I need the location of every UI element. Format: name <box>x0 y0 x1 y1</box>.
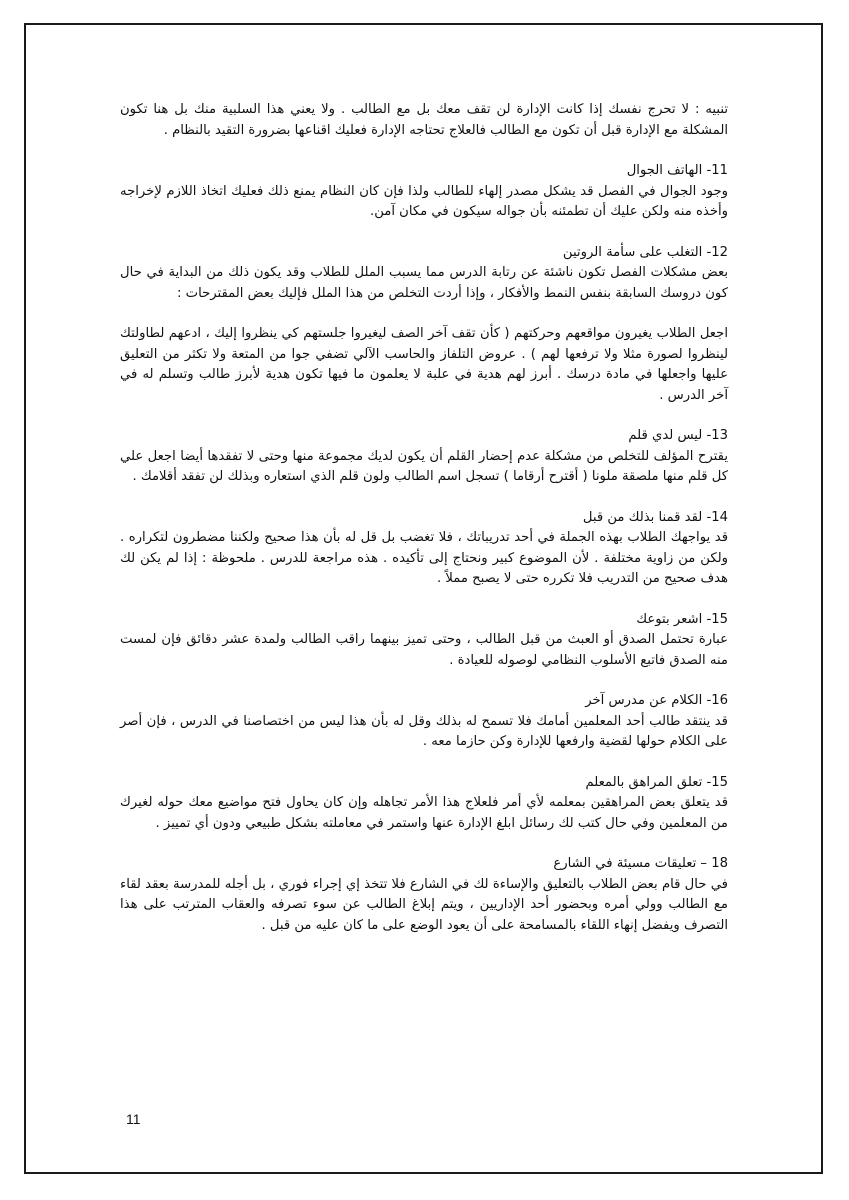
section-body: قد ينتقد طالب أحد المعلمين أمامك فلا تسمح له بذلك وقل له بأن هذا ليس من اختصاصنا في الدرس ، فإن أصر على الكلام حولها لقضية وارفعها للإدارة وكن حازما معه . <box>120 713 728 749</box>
section-11 <box>120 161 728 223</box>
section-heading: 14- لقد قمنا بذلك من قبل <box>582 509 728 525</box>
section-body: قد يواجهك الطلاب بهذه الجملة في أحد تدريباتك ، فلا تغضب بل قل له بأن هذا صحيح ولكننا مضطرون لتكراره . ولكن من زاوية مختلفة . لأن الموضوع كبير ونحتاج إلى تأكيده . هذه مراجعة للدرس . ملحوظة : إذا لم يكن لك هدف صحيح من التدريب فلا تكرره حتى لا يصبح مملاً . <box>120 530 728 586</box>
section-heading: 18 – تعليقات مسيئة في الشارع <box>553 856 728 871</box>
section-12 <box>120 243 728 305</box>
page-number: 11 <box>126 1111 141 1127</box>
section-14 <box>120 508 728 590</box>
section-heading: 15- تعلق المراهق بالمعلم <box>585 774 728 790</box>
section-15b <box>120 773 728 835</box>
document-body <box>120 100 728 956</box>
section-body: وجود الجوال في الفصل قد يشكل مصدر إلهاء للطالب ولذا فإن كان النظام يمنع ذلك فعليك اتخاذ اللازم لإخراجه وأخذه منه ولكن عليك أن تطمئنه بأن جواله سيكون في مكان آمن. <box>120 183 728 219</box>
section-body: اجعل الطلاب يغيرون مواقعهم وحركتهم ( كأن تقف آخر الصف ليغيروا جلستهم كي ينظروا إليك ، ادعهم لطاولتك لينظروا لصورة مثلا ولا ترفعها لهم ) . عروض التلفاز والحاسب الآلي تضفي جوا من المتعة ولا تكثر من التعليق عليها واجعلها في مادة درسك . أبرز لهم هدية في علبة لا يعلمون ما فيها تكون هدية لأبرز طالب وتسلم له في آخر الدرس . <box>120 326 728 403</box>
section-heading: 11- الهاتف الجوال <box>626 163 728 178</box>
section-body: عبارة تحتمل الصدق أو العبث من قبل الطالب ، وحتى تميز بينهما راقب الطالب ولمدة عشر دقائق فإن لمست منه الصدق فاتبع الأسلوب النظامي لوصوله للعيادة . <box>120 632 728 668</box>
section-body: يقترح المؤلف للتخلص من مشكلة عدم إحضار القلم أن يكون لديك مجموعة منها وحتى لا تفقدها أيضا اجعل علي كل قلم منها ملصقة ملونا ( أقترح أرقاما ) تسجل اسم الطالب ولون قلم الذي استعاره وبذلك لن تفقد أقلامك . <box>120 448 728 484</box>
section-16 <box>120 691 728 753</box>
section-body: بعض مشكلات الفصل تكون ناشئة عن رتابة الدرس مما يسبب الملل للطلاب وقد يكون ذلك من البداية في حال كون دروسك السابقة بنفس النمط والأفكار ، وإذا أردت التخلص من هذا الملل فإليك بعض المقترحات : <box>120 265 728 301</box>
section-heading: 16- الكلام عن مدرس آخر <box>585 693 728 708</box>
section-body: قد يتعلق بعض المراهقين بمعلمه لأي أمر فلعلاج هذا الأمر تجاهله وإن كان يحاول فتح مواضيع معك حوله لغيرك من المعلمين وفي حال كتب لك رسائل ابلغ الإدارة عنها واستمر في معاملته بشكل طبيعي ودون أي تمييز . <box>120 795 728 831</box>
section-heading: 12- التغلب على سأمة الروتين <box>562 244 728 260</box>
section-heading: 15- اشعر بتوعك <box>636 611 728 627</box>
section-13 <box>120 426 728 488</box>
section-heading: 13- ليس لدي قلم <box>628 428 728 443</box>
section-15 <box>120 610 728 672</box>
intro-paragraph: تنبيه : لا تحرج نفسك إذا كانت الإدارة لن تقف معك بل مع الطالب . ولا يعني هذا السلبية منك بل هنا تكون المشكلة مع الإدارة قبل أن تكون مع الطالب فالعلاج تحتاجه الإدارة فعليك اقناعها بضرورة التقيد بالنظام . <box>120 102 728 138</box>
section-12-suggestions <box>120 324 728 406</box>
section-body: في حال قام بعض الطلاب بالتعليق والإساءة لك في الشارع فلا تتخذ إي إجراء فوري ، بل أجله للمدرسة بعقد لقاء مع الطالب وولي أمره وبحضور أحد الإداريين ، ويتم إبلاغ الطالب عن سوء تصرفه والعقاب المترتب على هذا التصرف ويفضل إنهاء اللقاء بالمسامحة على أن يعود الوضع على ما كان عليه من قبل . <box>120 876 728 933</box>
section-18 <box>120 854 728 936</box>
